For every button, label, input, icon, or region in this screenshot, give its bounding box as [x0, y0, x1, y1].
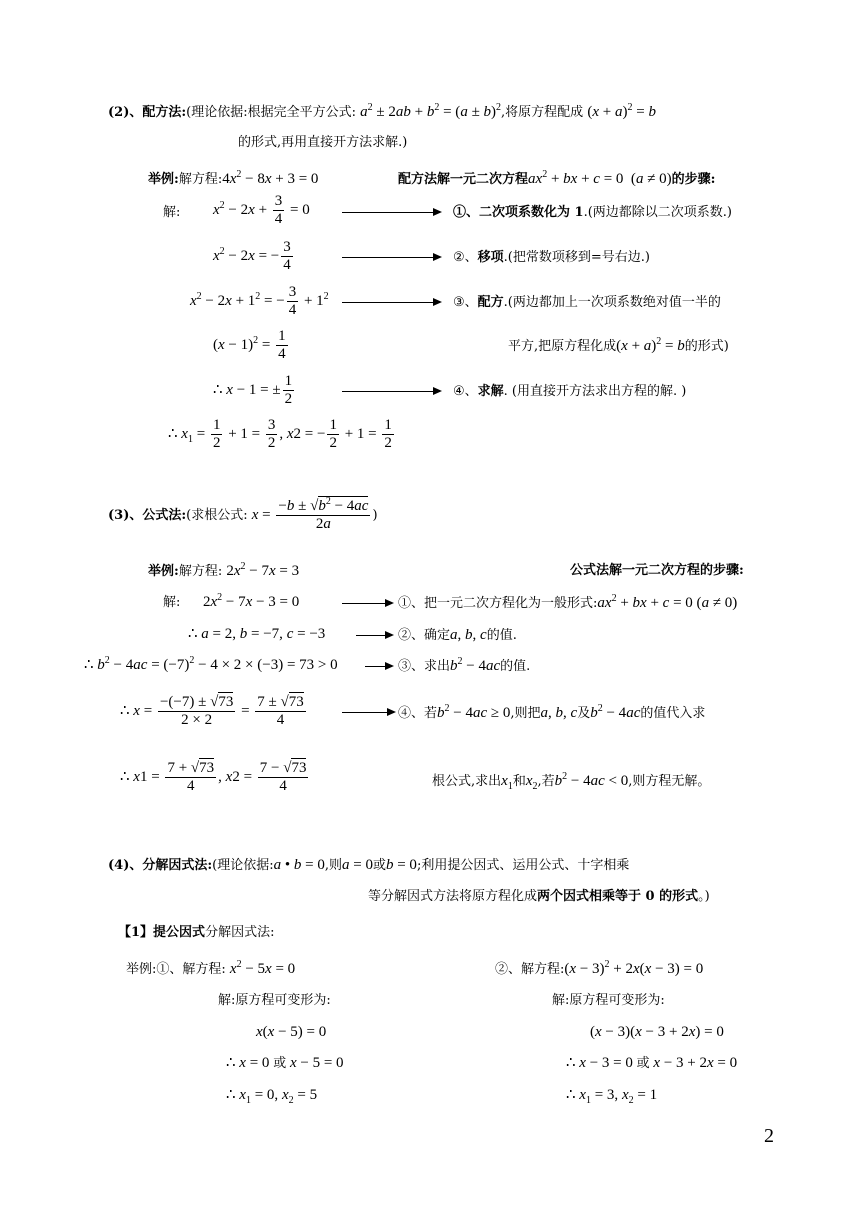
step-4: ④、求解. (用直接开方法求出方程的解. ) — [453, 384, 687, 399]
section3-example: 举例:解方程: $2x^2 - 7x = 3$ — [148, 561, 300, 579]
eq3-row-1: $2x^2 - 7x - 3 = 0$ — [203, 592, 300, 610]
eq-row-1: $x^2 - 2x$ + $\frac{3}{4}$ = 0 — [213, 193, 310, 227]
example-1-step-2: ∴ x = 0 或 x − 5 = 0 — [226, 1055, 344, 1071]
step3-2: ②、确定a, b, c的值. — [398, 627, 517, 643]
section2-steps-header: 配方法解一元二次方程$ax^2$ + bx + c = 0 (a ≠ 0)的步骤: — [398, 169, 716, 187]
example-1-step-1: x(x − 5) = 0 — [256, 1024, 327, 1040]
arrow-icon — [342, 391, 440, 392]
example-2-step-2: ∴ x − 3 = 0 或 x − 3 + 2x = 0 — [566, 1055, 738, 1071]
example-2-transform: 解:原方程可变形为: — [552, 993, 665, 1008]
arrow-icon — [365, 666, 392, 667]
arrow-icon — [356, 635, 392, 636]
section3-steps-header: 公式法解一元二次方程的步骤: — [570, 563, 744, 578]
example-2-step-1: (x − 3)(x − 3 + 2x) = 0 — [590, 1024, 724, 1040]
page-number: 2 — [764, 1125, 774, 1147]
step-2: ②、移项.(把常数项移到=号右边.) — [453, 250, 650, 265]
section3-heading: (3)、公式法:(求根公式: x = $\frac{-b \pm √b^2 - 4ac}{2a}$ ) — [108, 496, 378, 532]
section4-heading: (4)、分解因式法:(理论依据:a • b = 0,则a = 0或b = 0;利用提公因式、运用公式、十字相乘 — [108, 857, 630, 873]
section2-heading: (2)、配方法:(理论依据:根据完全平方公式: $a^2 \pm 2ab + b^2 = (a \pm b)^2$,将原方程配成 $(x + a)^2 = b$ — [108, 102, 656, 120]
perfect-square-formula: $a^2 \pm 2ab + b^2 = (a \pm b)^2$ — [360, 102, 502, 120]
eq-row-3: $x^2 - 2x + 1^2$ = − $\frac{3}{4}$ + $1^2$ — [190, 284, 329, 318]
eq-row-2: $x^2 - 2x$ = − $\frac{3}{4}$ — [213, 239, 291, 273]
quadratic-formula: x = $\frac{-b \pm √b^2 - 4ac}{2a}$ — [251, 496, 369, 532]
eq-row-6: ∴ $x_1$ = $\frac{1}{2}$ + 1 = $\frac{3}{2}$ , x2 = − $\frac{1}{2}$ + 1 = $\frac{1}{2}$ — [168, 417, 392, 451]
eq-row-4: $(x - 1)^2$ = $\frac{1}{4}$ — [213, 328, 286, 362]
step3-3: ③、求出$b^2 - 4ac$的值. — [398, 656, 531, 674]
eq3-row-5: ∴ x1 = $\frac{7 + √73}{4}$ , x2 = $\frac{7 - √73}{4}$ — [120, 760, 307, 794]
eq3-row-4: ∴ x = $\frac{-(-7) \pm √73}{2 \times 2}$ = $\frac{7 \pm √73}{4}$ — [120, 694, 304, 728]
subsection-1-heading: 【1】提公因式分解因式法: — [118, 925, 275, 940]
example-1-transform: 解:原方程可变形为: — [218, 993, 331, 1008]
example-2: ②、解方程:(x − 3)$^2$ + 2x(x − 3) = 0 — [495, 959, 704, 977]
arrow-icon — [342, 603, 392, 604]
step-1: ①、二次项系数化为 1.(两边都除以二次项系数.) — [453, 205, 732, 220]
eq-row-5: ∴ x − 1 = ± $\frac{1}{2}$ — [213, 373, 293, 407]
step3-4-cont: 根公式,求出$x_1$和$x_2$,若$b^2 - 4ac < 0$,则方程无解。 — [432, 771, 711, 792]
example-2-step-3: ∴ $x_1 = 3$, $x_2 = 1$ — [566, 1087, 658, 1106]
arrow-icon — [342, 302, 440, 303]
solve-label: 解: — [163, 205, 181, 220]
step3-1: ①、把一元二次方程化为一般形式$:ax^2$ + bx + c = 0 (a ≠ 0) — [398, 593, 738, 611]
step3-4: ④、若$b^2 - 4ac \ge 0$,则把a, b, c及$b^2 - 4ac$的值代入求 — [398, 703, 706, 721]
step-3-cont: 平方,把原方程化成$(x + a)^2 = b$的形式) — [508, 336, 729, 354]
eq3-row-3: ∴ $b^2 - 4ac = (-7)^2 - 4 \times 2 \times (-3) = 73 > 0$ — [84, 655, 338, 673]
eq3-row-2: ∴ a = 2, b = −7, c = −3 — [188, 626, 326, 642]
arrow-icon — [342, 212, 440, 213]
section4-heading-cont: 等分解因式方法将原方程化成两个因式相乘等于 0 的形式。) — [368, 889, 710, 904]
example-1: 举例:①、解方程: $x^2 - 5x = 0$ — [126, 959, 296, 977]
section2-example: 举例:解方程$:4x^2 - 8x + 3 = 0$ — [148, 169, 319, 187]
solve-label: 解: — [163, 595, 181, 610]
arrow-icon — [342, 712, 394, 713]
step-3: ③、配方.(两边都加上一次项系数绝对值一半的 — [453, 295, 721, 310]
example-1-step-3: ∴ $x_1 = 0$, $x_2 = 5$ — [226, 1087, 318, 1106]
arrow-icon — [342, 257, 440, 258]
section2-heading-cont: 的形式,再用直接开方法求解.) — [238, 135, 408, 150]
